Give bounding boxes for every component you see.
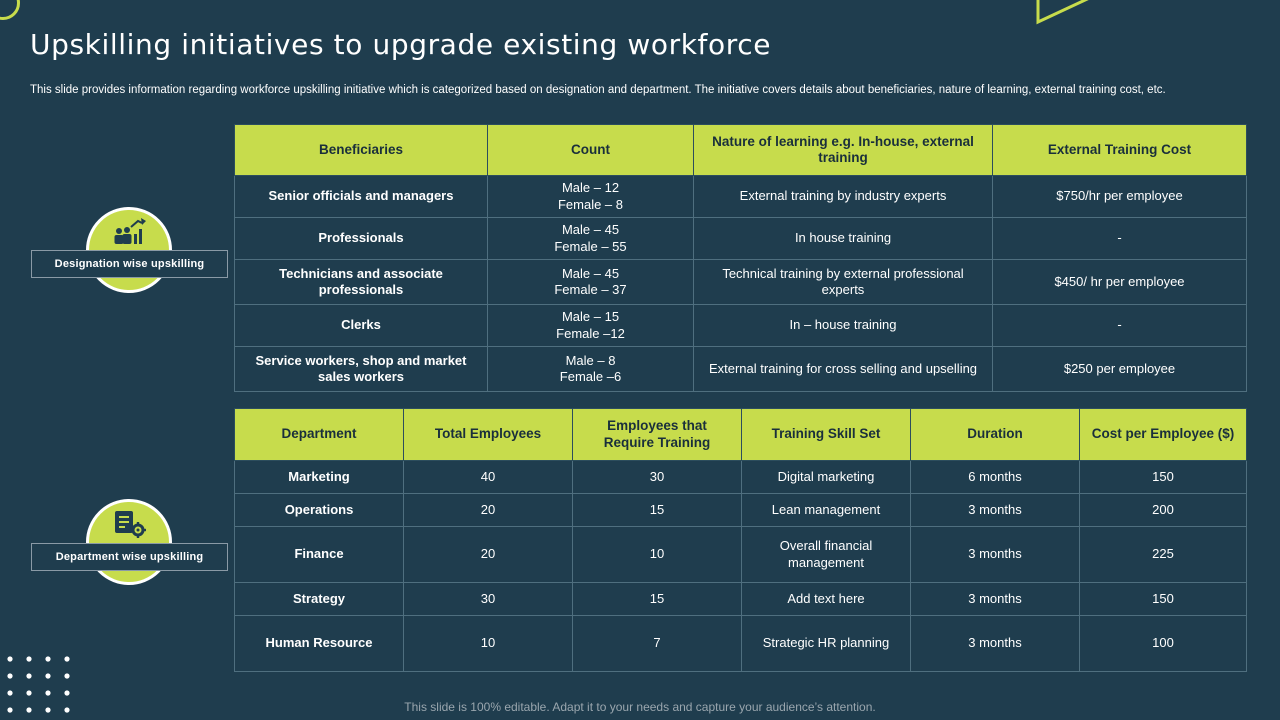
department-upskilling-table [234, 408, 1247, 672]
department-cell: Marketing [235, 461, 404, 494]
nature-cell: External training for cross selling and upselling [694, 347, 993, 392]
cost-cell: 150 [1080, 461, 1247, 494]
nature-cell: Technical training by external professional experts [694, 260, 993, 305]
cost-cell: - [993, 305, 1247, 347]
cost-cell: 150 [1080, 583, 1247, 616]
cost-cell: 100 [1080, 616, 1247, 672]
nature-cell: External training by industry experts [694, 176, 993, 218]
require-training-cell: 30 [573, 461, 742, 494]
table-row [235, 527, 1247, 583]
count-male: Male – 8 [565, 352, 616, 368]
count-cell [488, 218, 694, 260]
header-nature-of-learning: Nature of learning e.g. In-house, external training [694, 125, 993, 176]
total-employees-cell: 30 [404, 583, 573, 616]
total-employees-cell: 10 [404, 616, 573, 672]
decorative-ring [0, 0, 20, 20]
count-male: Male – 15 [561, 309, 620, 325]
require-training-cell: 7 [573, 616, 742, 672]
beneficiary-cell: Clerks [235, 305, 488, 347]
department-badge-label: Department wise upskilling [31, 543, 228, 571]
duration-cell: 3 months [911, 616, 1080, 672]
header-external-training-cost: External Training Cost [993, 125, 1247, 176]
require-training-cell: 15 [573, 583, 742, 616]
cost-cell: 200 [1080, 494, 1247, 527]
table-row [235, 494, 1247, 527]
cost-cell: $750/hr per employee [993, 176, 1247, 218]
department-cell: Strategy [235, 583, 404, 616]
department-cell: Human Resource [235, 616, 404, 672]
department-cell: Operations [235, 494, 404, 527]
header-count: Count [488, 125, 694, 176]
table-row [235, 583, 1247, 616]
header-cost-per-employee: Cost per Employee ($) [1080, 409, 1247, 461]
header-employees-require-training: Employees that Require Training [573, 409, 742, 461]
count-female: Female –6 [559, 369, 622, 384]
beneficiary-cell: Senior officials and managers [235, 176, 488, 218]
nature-cell: In – house training [694, 305, 993, 347]
designation-badge-label: Designation wise upskilling [31, 250, 228, 278]
skill-set-cell: Lean management [742, 494, 911, 527]
count-female: Female – 37 [554, 282, 627, 297]
table-header-row [235, 409, 1247, 461]
require-training-cell: 10 [573, 527, 742, 583]
count-cell [488, 305, 694, 347]
nature-cell: In house training [694, 218, 993, 260]
table-row [235, 305, 1247, 347]
duration-cell: 3 months [911, 527, 1080, 583]
footer-note: This slide is 100% editable. Adapt it to your needs and capture your audience’s attention. [404, 700, 876, 714]
count-female: Female –12 [556, 325, 625, 341]
count-male: Male – 12 [561, 180, 620, 196]
beneficiary-cell: Professionals [235, 218, 488, 260]
count-cell [488, 176, 694, 218]
department-cell: Finance [235, 527, 404, 583]
skill-set-cell: Add text here [742, 583, 911, 616]
page-title: Upskilling initiatives to upgrade existing workforce [30, 28, 772, 61]
skill-set-cell: Strategic HR planning [742, 616, 911, 672]
skill-set-cell: Digital marketing [742, 461, 911, 494]
count-cell [488, 260, 694, 305]
duration-cell: 3 months [911, 494, 1080, 527]
header-duration: Duration [911, 409, 1080, 461]
table-row [235, 616, 1247, 672]
cost-cell: 225 [1080, 527, 1247, 583]
table-row [235, 218, 1247, 260]
cost-cell: $450/ hr per employee [993, 260, 1247, 305]
total-employees-cell: 40 [404, 461, 573, 494]
beneficiary-cell: Service workers, shop and market sales workers [235, 347, 488, 392]
table-row [235, 461, 1247, 494]
total-employees-cell: 20 [404, 527, 573, 583]
header-training-skill-set: Training Skill Set [742, 409, 911, 461]
table-header-row [235, 125, 1247, 176]
document-gear-icon [111, 509, 147, 539]
people-growth-chart-icon [111, 215, 147, 245]
duration-cell: 3 months [911, 583, 1080, 616]
beneficiary-cell: Technicians and associate professionals [235, 260, 488, 305]
table-row [235, 176, 1247, 218]
cost-cell: - [993, 218, 1247, 260]
total-employees-cell: 20 [404, 494, 573, 527]
header-total-employees: Total Employees [404, 409, 573, 461]
header-beneficiaries: Beneficiaries [235, 125, 488, 176]
header-department: Department [235, 409, 404, 461]
designation-upskilling-table [234, 124, 1247, 392]
count-female: Female – 55 [554, 238, 627, 254]
skill-set-cell: Overall financial management [742, 527, 911, 583]
count-cell [488, 347, 694, 392]
cost-cell: $250 per employee [993, 347, 1247, 392]
count-male: Male – 45 [561, 265, 620, 281]
table-row [235, 260, 1247, 305]
count-male: Male – 45 [561, 222, 620, 238]
decorative-triangle [1036, 0, 1106, 28]
page-description: This slide provides information regarding workforce upskilling initiative which is categorized based on designation and department. The initiative covers details about beneficiaries, nature of learning, external training cost, etc. [30, 84, 1166, 96]
duration-cell: 6 months [911, 461, 1080, 494]
count-female: Female – 8 [557, 196, 624, 212]
table-row [235, 347, 1247, 392]
require-training-cell: 15 [573, 494, 742, 527]
